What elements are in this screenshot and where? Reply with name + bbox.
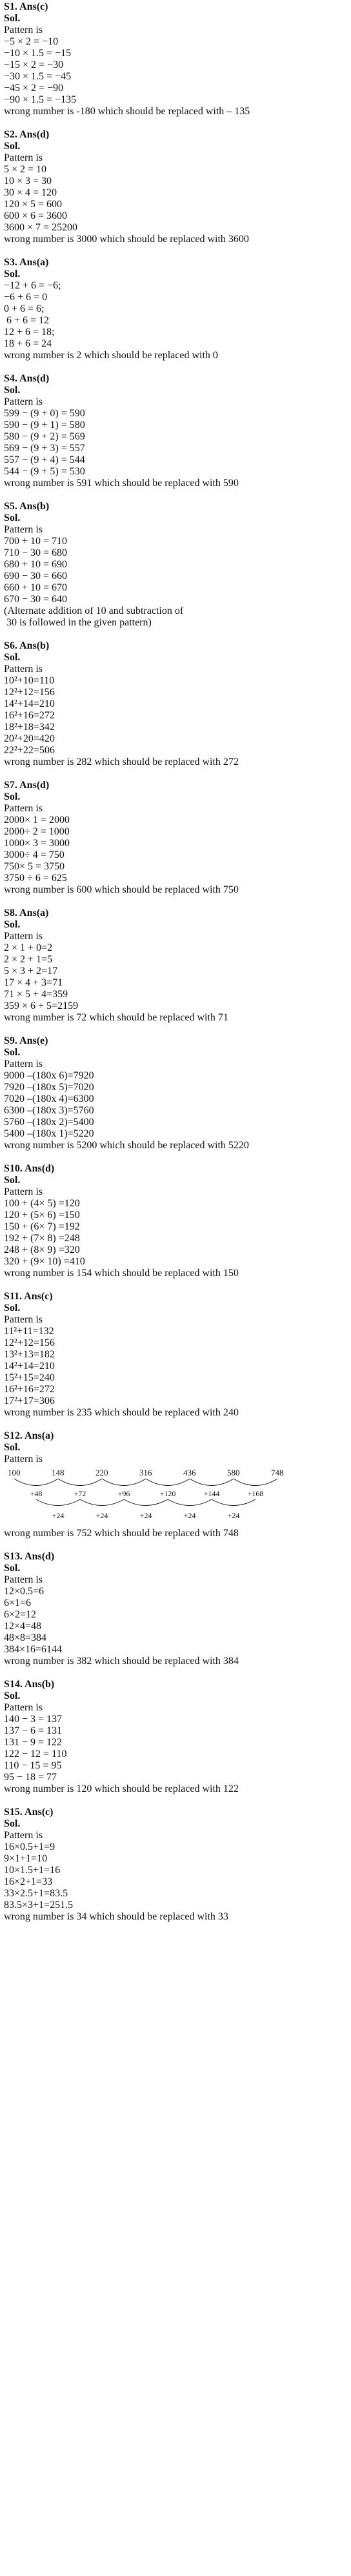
second-difference: +24: [139, 1511, 152, 1520]
pattern-line: 1000× 3 = 3000: [4, 838, 70, 849]
pattern-line: 544 − (9 + 5) = 530: [4, 466, 85, 477]
pattern-line: 580 − (9 + 2) = 569: [4, 431, 85, 442]
wrong-number-note: wrong number is 72 which should be replaced with 71: [4, 1012, 228, 1023]
pattern-line: −90 × 1.5 = −135: [4, 94, 77, 105]
pattern-line: 122 − 12 = 110: [4, 1749, 67, 1760]
pattern-line: 12×0.5=6: [4, 1586, 45, 1597]
pattern-line: 5760 –(180x 2)=5400: [4, 1117, 94, 1128]
second-difference-arc: [168, 1499, 212, 1506]
pattern-line: Pattern is: [4, 1059, 43, 1070]
pattern-line: 248 + (8× 9) =320: [4, 1244, 80, 1255]
first-difference: +72: [74, 1489, 86, 1498]
pattern-line: 131 − 9 = 122: [4, 1737, 63, 1748]
sequence-term: 580: [227, 1468, 240, 1477]
pattern-line: 5 × 2 = 10: [4, 164, 47, 175]
answer-heading: S5. Ans(b): [4, 501, 50, 512]
first-difference: +96: [117, 1489, 130, 1498]
wrong-number-note: wrong number is 382 which should be replaced with 384: [4, 1656, 239, 1667]
pattern-line: Pattern is: [4, 25, 43, 35]
pattern-line: 11²+11=132: [4, 1326, 54, 1337]
pattern-line: 192 + (7× 8) =248: [4, 1233, 80, 1244]
solution-block: [4, 129, 347, 245]
pattern-line: 9×1+1=10: [4, 1853, 48, 1864]
pattern-line: Pattern is: [4, 1702, 43, 1713]
pattern-line: 12×4=48: [4, 1621, 42, 1632]
pattern-line: 17 × 4 + 3=71: [4, 977, 63, 988]
pattern-line: 590 − (9 + 1) = 580: [4, 420, 85, 431]
solution-block: [4, 1430, 347, 1539]
second-difference-arc: [212, 1499, 256, 1506]
pattern-line: 12²+12=156: [4, 687, 55, 698]
pattern-line: Pattern is: [4, 396, 43, 407]
answer-heading: S10. Ans(d): [4, 1163, 55, 1174]
wrong-number-note: wrong number is 591 which should be replaced with 590: [4, 478, 239, 489]
pattern-line: 137 − 6 = 131: [4, 1725, 63, 1736]
second-difference: +24: [227, 1511, 240, 1520]
sol-label: Sol.: [4, 1175, 21, 1186]
sequence-term: 100: [8, 1468, 21, 1477]
sol-label: Sol.: [4, 1563, 21, 1574]
wrong-number-note: wrong number is 235 which should be replaced with 240: [4, 1407, 239, 1418]
solution-block: [4, 780, 347, 896]
pattern-line: 384×16=6144: [4, 1644, 63, 1655]
pattern-line: Pattern is: [4, 664, 43, 674]
pattern-line: Pattern is: [4, 1186, 43, 1197]
pattern-line: 13²+13=182: [4, 1349, 55, 1360]
sol-label: Sol.: [4, 141, 21, 152]
difference-arc: [58, 1479, 102, 1486]
pattern-line: 16×0.5+1=9: [4, 1841, 55, 1852]
pattern-line: Pattern is: [4, 1314, 43, 1325]
pattern-line: 6×1=6: [4, 1597, 32, 1608]
answer-heading: S2. Ans(d): [4, 129, 50, 140]
pattern-line: 2000÷ 2 = 1000: [4, 826, 70, 837]
pattern-line: −45 × 2 = −90: [4, 83, 64, 94]
pattern-line: 3000÷ 4 = 750: [4, 849, 65, 860]
pattern-line: 2000× 1 = 2000: [4, 815, 70, 826]
pattern-line: (Alternate addition of 10 and subtraction of: [4, 605, 184, 616]
pattern-line: Pattern is: [4, 803, 43, 814]
answer-heading: S15. Ans(c): [4, 1807, 54, 1818]
wrong-number-note: wrong number is 752 which should be replaced with 748: [4, 1528, 239, 1539]
solution-block: [4, 1, 347, 117]
wrong-number-note: wrong number is -180 which should be replaced with – 135: [4, 106, 250, 117]
difference-diagram-wrap: [4, 1466, 347, 1525]
pattern-line: 6300 –(180x 3)=5760: [4, 1105, 94, 1116]
pattern-line: 14²+14=210: [4, 1361, 55, 1372]
sol-label: Sol.: [4, 791, 21, 802]
pattern-line: 569 − (9 + 3) = 557: [4, 443, 85, 454]
difference-arc: [234, 1479, 277, 1486]
pattern-line: 120 × 5 = 600: [4, 199, 63, 210]
pattern-line: 48×8=384: [4, 1632, 47, 1643]
pattern-line: 670 − 30 = 640: [4, 594, 68, 605]
pattern-line: 140 − 3 = 137: [4, 1714, 63, 1725]
sol-label: Sol.: [4, 1442, 21, 1453]
pattern-line: 710 − 30 = 680: [4, 547, 68, 558]
sol-label: Sol.: [4, 1047, 21, 1058]
pattern-line: 16²+16=272: [4, 1384, 55, 1395]
pattern-line: Pattern is: [4, 524, 43, 535]
sol-label: Sol.: [4, 269, 21, 279]
sequence-term: 220: [95, 1468, 108, 1477]
pattern-line: 16×2+1=33: [4, 1876, 53, 1887]
solution-block: [4, 1163, 347, 1279]
solution-block: [4, 1679, 347, 1795]
pattern-line: Pattern is: [4, 152, 43, 163]
pattern-line: 12 + 6 = 18;: [4, 327, 55, 338]
wrong-number-note: wrong number is 5200 which should be replaced with 5220: [4, 1140, 249, 1151]
pattern-line: Pattern is: [4, 1454, 43, 1465]
pattern-line: 700 + 10 = 710: [4, 536, 68, 547]
sol-label: Sol.: [4, 919, 21, 930]
answer-heading: S9. Ans(e): [4, 1035, 48, 1046]
pattern-line: −15 × 2 = −30: [4, 59, 64, 70]
pattern-line: 5400 –(180x 1)=5220: [4, 1128, 94, 1139]
pattern-line: 0 + 6 = 6;: [4, 303, 45, 314]
second-difference: +24: [183, 1511, 196, 1520]
pattern-line: 9000 –(180x 6)=7920: [4, 1070, 94, 1081]
pattern-line: Pattern is: [4, 931, 43, 942]
first-difference: +168: [247, 1489, 264, 1498]
sol-label: Sol.: [4, 13, 21, 24]
sequence-term: 148: [52, 1468, 65, 1477]
wrong-number-note: wrong number is 282 which should be replaced with 272: [4, 756, 239, 767]
sequence-term: 436: [183, 1468, 196, 1477]
answer-heading: S13. Ans(d): [4, 1551, 55, 1562]
pattern-line: −10 × 1.5 = −15: [4, 48, 72, 59]
second-difference-arc: [124, 1499, 168, 1506]
answer-heading: S11. Ans(c): [4, 1291, 53, 1302]
sol-label: Sol.: [4, 1303, 21, 1313]
solution-block: [4, 257, 347, 361]
pattern-line: 690 − 30 = 660: [4, 571, 68, 582]
first-difference: +144: [203, 1489, 220, 1498]
pattern-line: 7020 –(180x 4)=6300: [4, 1093, 94, 1104]
pattern-line: 2 × 2 + 1=5: [4, 954, 53, 965]
pattern-line: 557 − (9 + 4) = 544: [4, 454, 85, 465]
pattern-line: 2 × 1 + 0=2: [4, 942, 53, 953]
answer-heading: S12. Ans(a): [4, 1430, 54, 1441]
wrong-number-note: wrong number is 3000 which should be replaced with 3600: [4, 234, 249, 245]
pattern-line: 100 + (4× 5) =120: [4, 1198, 80, 1209]
first-difference: +120: [159, 1489, 176, 1498]
pattern-line: 3750 ÷ 6 = 625: [4, 873, 67, 884]
answer-heading: S7. Ans(d): [4, 780, 50, 791]
pattern-line: 10×1.5+1=16: [4, 1865, 61, 1876]
pattern-line: 30 is followed in the given pattern): [4, 617, 152, 628]
pattern-line: −12 + 6 = −6;: [4, 280, 61, 291]
solution-block: [4, 640, 347, 768]
pattern-line: Pattern is: [4, 1830, 43, 1841]
pattern-line: 18²+18=342: [4, 722, 55, 733]
pattern-line: 12²+12=156: [4, 1337, 55, 1348]
pattern-line: 10²+10=110: [4, 675, 55, 686]
answer-heading: S1. Ans(c): [4, 1, 48, 12]
sequence-term: 316: [139, 1468, 152, 1477]
sol-label: Sol.: [4, 1690, 21, 1701]
pattern-line: 320 + (9× 10) =410: [4, 1256, 85, 1267]
sol-label: Sol.: [4, 1818, 21, 1829]
pattern-line: −5 × 2 = −10: [4, 36, 59, 47]
pattern-line: 3600 × 7 = 25200: [4, 222, 78, 233]
pattern-line: 95 − 18 = 77: [4, 1772, 57, 1783]
answer-heading: S8. Ans(a): [4, 908, 49, 918]
answer-heading: S6. Ans(b): [4, 640, 50, 651]
sequence-term: 748: [271, 1468, 284, 1477]
pattern-line: 83.5×3+1=251.5: [4, 1900, 74, 1911]
pattern-line: 15²+15=240: [4, 1372, 55, 1383]
solution-block: [4, 1291, 347, 1419]
pattern-line: 750× 5 = 3750: [4, 861, 65, 872]
pattern-line: 120 + (5× 6) =150: [4, 1210, 80, 1221]
solution-block: [4, 908, 347, 1024]
pattern-line: 33×2.5+1=83.5: [4, 1888, 68, 1899]
pattern-line: 600 × 6 = 3600: [4, 210, 68, 221]
wrong-number-note: wrong number is 154 which should be replaced with 150: [4, 1268, 239, 1279]
answer-heading: S4. Ans(d): [4, 373, 50, 384]
pattern-line: 22²+22=506: [4, 745, 55, 756]
pattern-line: 660 + 10 = 670: [4, 582, 68, 593]
pattern-line: 14²+14=210: [4, 698, 55, 709]
pattern-line: 71 × 5 + 4=359: [4, 989, 68, 1000]
first-difference: +48: [30, 1489, 43, 1498]
pattern-line: 18 + 6 = 24: [4, 338, 52, 349]
solution-block: [4, 373, 347, 489]
wrong-number-note: wrong number is 2 which should be replaced with 0: [4, 350, 218, 361]
solution-block: [4, 501, 347, 629]
difference-arc: [14, 1479, 58, 1486]
answer-heading: S3. Ans(a): [4, 257, 49, 268]
pattern-line: 17²+17=306: [4, 1395, 55, 1406]
solution-block: [4, 1551, 347, 1667]
pattern-line: 599 − (9 + 0) = 590: [4, 408, 85, 419]
pattern-line: Pattern is: [4, 1574, 43, 1585]
pattern-line: 16²+16=272: [4, 710, 55, 721]
pattern-line: −6 + 6 = 0: [4, 292, 48, 303]
solution-block: [4, 1807, 347, 1923]
pattern-line: 20²+20=420: [4, 733, 55, 744]
pattern-line: −30 × 1.5 = −45: [4, 71, 72, 82]
difference-arc: [146, 1479, 190, 1486]
sol-label: Sol.: [4, 652, 21, 663]
sol-label: Sol.: [4, 512, 21, 523]
wrong-number-note: wrong number is 34 which should be replaced with 33: [4, 1911, 228, 1922]
pattern-line: 10 × 3 = 30: [4, 176, 52, 187]
difference-diagram: [4, 1466, 288, 1522]
second-difference-arc: [36, 1499, 80, 1506]
solution-block: [4, 1035, 347, 1151]
pattern-line: 5 × 3 + 2=17: [4, 966, 58, 977]
answer-heading: S14. Ans(b): [4, 1679, 55, 1690]
difference-arc: [190, 1479, 234, 1486]
second-difference: +24: [95, 1511, 108, 1520]
pattern-line: 359 × 6 + 5=2159: [4, 1000, 79, 1011]
wrong-number-note: wrong number is 120 which should be replaced with 122: [4, 1783, 239, 1794]
pattern-line: 30 × 4 = 120: [4, 187, 57, 198]
difference-arc: [102, 1479, 146, 1486]
second-difference: +24: [52, 1511, 65, 1520]
sol-label: Sol.: [4, 385, 21, 396]
pattern-line: 110 − 15 = 95: [4, 1760, 62, 1771]
pattern-line: 7920 –(180x 5)=7020: [4, 1082, 94, 1093]
pattern-line: 680 + 10 = 690: [4, 559, 68, 570]
pattern-line: 150 + (6× 7) =192: [4, 1221, 80, 1232]
pattern-line: 6 + 6 = 12: [4, 315, 50, 326]
wrong-number-note: wrong number is 600 which should be replaced with 750: [4, 884, 239, 895]
pattern-line: 6×2=12: [4, 1609, 37, 1620]
second-difference-arc: [80, 1499, 124, 1506]
